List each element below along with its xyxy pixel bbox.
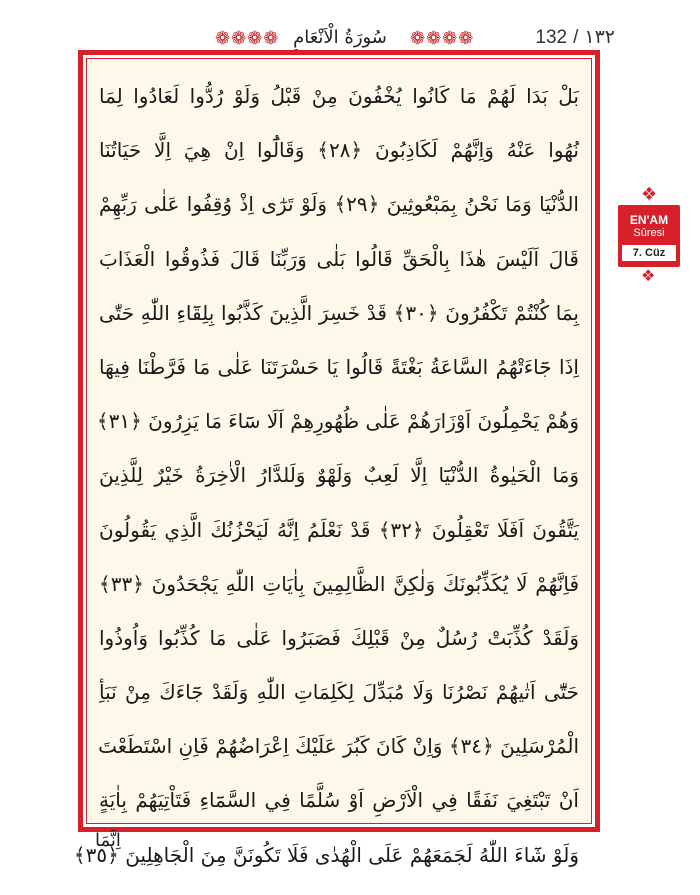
badge-juz: 7. Cüz (622, 245, 676, 261)
text-line: نُهُوا عَنْهُ وَاِنَّهُمْ لَكَاذِبُونَ ﴿٢٨﴾ وَقَالُٓوا اِنْ هِيَ اِلَّا حَيَاتُنَا (99, 138, 579, 163)
surah-name: سُورَةُ الْاَنْعَامِ (293, 27, 387, 48)
badge-ornament-bottom-icon: ❖ (641, 266, 656, 285)
page-number-latin: 132 (535, 27, 568, 48)
surah-badge (618, 205, 680, 267)
text-line: وَهُمْ يَحْمِلُونَ اَوْزَارَهُمْ عَلٰى ظُهُورِهِمْ اَلَا سَٓاءَ مَا يَزِرُونَ ﴿٣١﴾ (96, 409, 579, 434)
text-line: يَتَّقُونَ اَفَلَا تَعْقِلُونَ ﴿٣٢﴾ قَدْ نَعْلَمُ اِنَّهُ لَيَحْزُنُكَ الَّذِي يَقُولُونَ (99, 517, 579, 542)
text-line: فَاِنَّهُمْ لَا يُكَذِّبُونَكَ وَلٰكِنَّ الظَّالِمِينَ بِاٰيَاتِ اللّٰهِ يَجْحَدُونَ ﴿٣٣﴾ (99, 571, 579, 596)
page-number-separator: / (573, 27, 579, 48)
text-line: قَالَ اَلَيْسَ هٰذَا بِالْحَقِّ قَالُوا بَلٰى وَرَبِّنَا قَالَ فَذُوقُوا الْعَذَابَ (99, 246, 579, 271)
badge-ornament-top-icon: ❖ (641, 184, 658, 205)
text-line: الْمُرْسَلِينَ ﴿٣٤﴾ وَاِنْ كَانَ كَبُرَ عَلَيْكَ اِعْرَاضُهُمْ فَاِنِ اسْتَطَعْتَ (98, 734, 579, 759)
text-line: وَمَا الْحَيٰوةُ الدُّنْيَٓا اِلَّا لَعِبٌ وَلَهْوٌ وَلَلدَّارُ الْاٰخِرَةُ خَيْرٌ لِلَّذِينَ (99, 463, 579, 488)
catchword: اِنَّمَا (95, 830, 121, 851)
text-line: بِمَا كُنْتُمْ تَكْفُرُونَ ﴿٣٠﴾ قَدْ خَسِرَ الَّذِينَ كَذَّبُوا بِلِقَٓاءِ اللّٰهِ حَتّٰى (99, 300, 579, 325)
text-line: حَتّٰٓى اَتٰيهُمْ نَصْرُنَا وَلَا مُبَدِّلَ لِكَلِمَاتِ اللّٰهِ وَلَقَدْ جَٓاءَكَ مِنْ نَبَأِ (99, 680, 579, 705)
text-line: وَلَقَدْ كُذِّبَتْ رُسُلٌ مِنْ قَبْلِكَ فَصَبَرُوا عَلٰى مَا كُذِّبُوا وَاُوذُوا (99, 625, 579, 650)
badge-surah-subtitle: Sûresi (633, 227, 665, 239)
page-number (535, 26, 615, 49)
page-number-arabic: ١٣٢ (584, 27, 615, 48)
text-line: وَلَوْ شَٓاءَ اللّٰهُ لَجَمَعَهُمْ عَلَى الْهُدٰى فَلَا تَكُونَنَّ مِنَ الْجَاهِلِينَ ﴿٣٥﴾ (73, 842, 579, 867)
text-line: اِذَا جَٓاءَتْهُمُ السَّاعَةُ بَغْتَةً قَالُوا يَا حَسْرَتَنَا عَلٰى مَا فَرَّطْنَا فِيهَا (99, 354, 579, 379)
badge-surah-title: EN'AM (629, 213, 669, 227)
text-line: بَلْ بَدَا لَهُمْ مَا كَانُوا يُخْفُونَ مِنْ قَبْلُ وَلَوْ رُدُّوا لَعَادُوا لِمَا (99, 84, 579, 108)
header-ornament-left: ❁❁❁❁ (215, 28, 280, 49)
header-ornament-right: ❁❁❁❁ (410, 28, 475, 49)
text-line: الدُّنْيَا وَمَا نَحْنُ بِمَبْعُوثِينَ ﴿٢٩﴾ وَلَوْ تَرٰٓى اِذْ وُقِفُوا عَلٰى رَبِّهِمْ (99, 192, 579, 217)
text-line: اَنْ تَبْتَغِيَ نَفَقًا فِي الْاَرْضِ اَوْ سُلَّمًا فِي السَّمَٓاءِ فَتَاْتِيَهُمْ بِاٰيَةٍ (99, 788, 579, 813)
